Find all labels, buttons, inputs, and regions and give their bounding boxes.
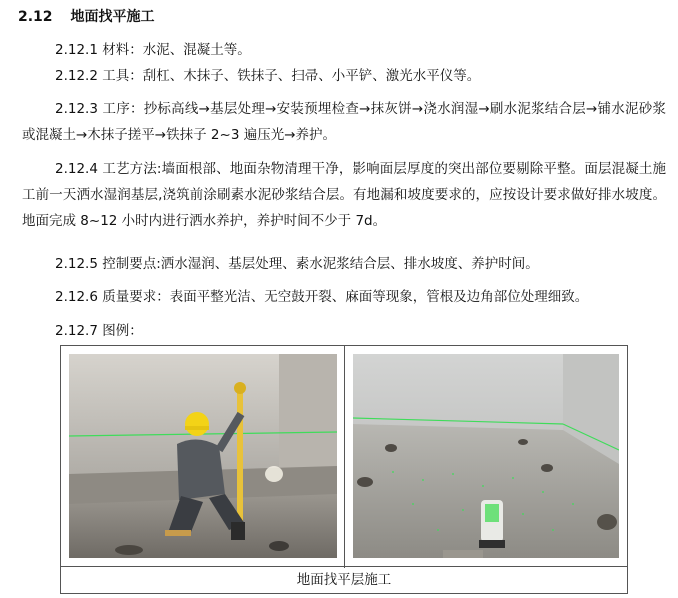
- photo-laser-level-floor: [353, 354, 619, 558]
- item-2-12-2: [22, 63, 666, 89]
- item-2-12-4: [22, 156, 666, 234]
- section-title: 地面找平施工: [70, 9, 155, 25]
- item-2-12-5: [22, 251, 666, 277]
- item-number: 2.12.2: [55, 68, 98, 84]
- item-text: 工序：抄标高线→基层处理→安装预埋检查→抹灰饼→浇水润湿→刷水泥浆结合层→铺水泥砂浆或混凝土→木抹子搓平→铁抹子 2~3 遍压光→养护。: [22, 101, 666, 143]
- item-2-12-1: [22, 37, 666, 63]
- item-text: 工具：刮杠、木抹子、铁抹子、扫帚、小平铲、激光水平仪等。: [102, 68, 481, 84]
- item-text: 质量要求：表面平整光洁、无空鼓开裂、麻面等现象，管根及边角部位处理细致。: [102, 289, 589, 305]
- photo-worker-marking-level: [69, 354, 337, 558]
- figure-caption: 地面找平层施工: [61, 566, 627, 593]
- figure-cell-left: [61, 346, 345, 568]
- section-number: 2.12: [18, 9, 53, 25]
- item-number: 2.12.4: [55, 161, 98, 177]
- item-2-12-6: [22, 284, 666, 310]
- item-number: 2.12.7: [55, 323, 98, 339]
- item-text: 图例：: [102, 323, 143, 339]
- figure-cell-right: [345, 346, 627, 568]
- figure-table: [60, 345, 628, 594]
- item-text: 控制要点:洒水湿润、基层处理、素水泥浆结合层、排水坡度、养护时间。: [102, 256, 539, 272]
- item-number: 2.12.3: [55, 101, 98, 117]
- item-2-12-3: [22, 96, 666, 148]
- item-number: 2.12.6: [55, 289, 98, 305]
- item-number: 2.12.1: [55, 42, 98, 58]
- item-number: 2.12.5: [55, 256, 98, 272]
- section-heading: [18, 6, 155, 26]
- item-2-12-7: [22, 318, 666, 344]
- item-text: 工艺方法:墙面根部、地面杂物清理干净，影响面层厚度的突出部位要剔除平整。面层混凝土施工前一天洒水湿润基层,浇筑前涂刷素水泥砂浆结合层。有地漏和坡度要求的，应按设计要求做好排水坡度。地面完成 8~12 小时内进行洒水养护，养护时间不少于 7d。: [22, 161, 666, 229]
- item-text: 材料：水泥、混凝土等。: [102, 42, 251, 58]
